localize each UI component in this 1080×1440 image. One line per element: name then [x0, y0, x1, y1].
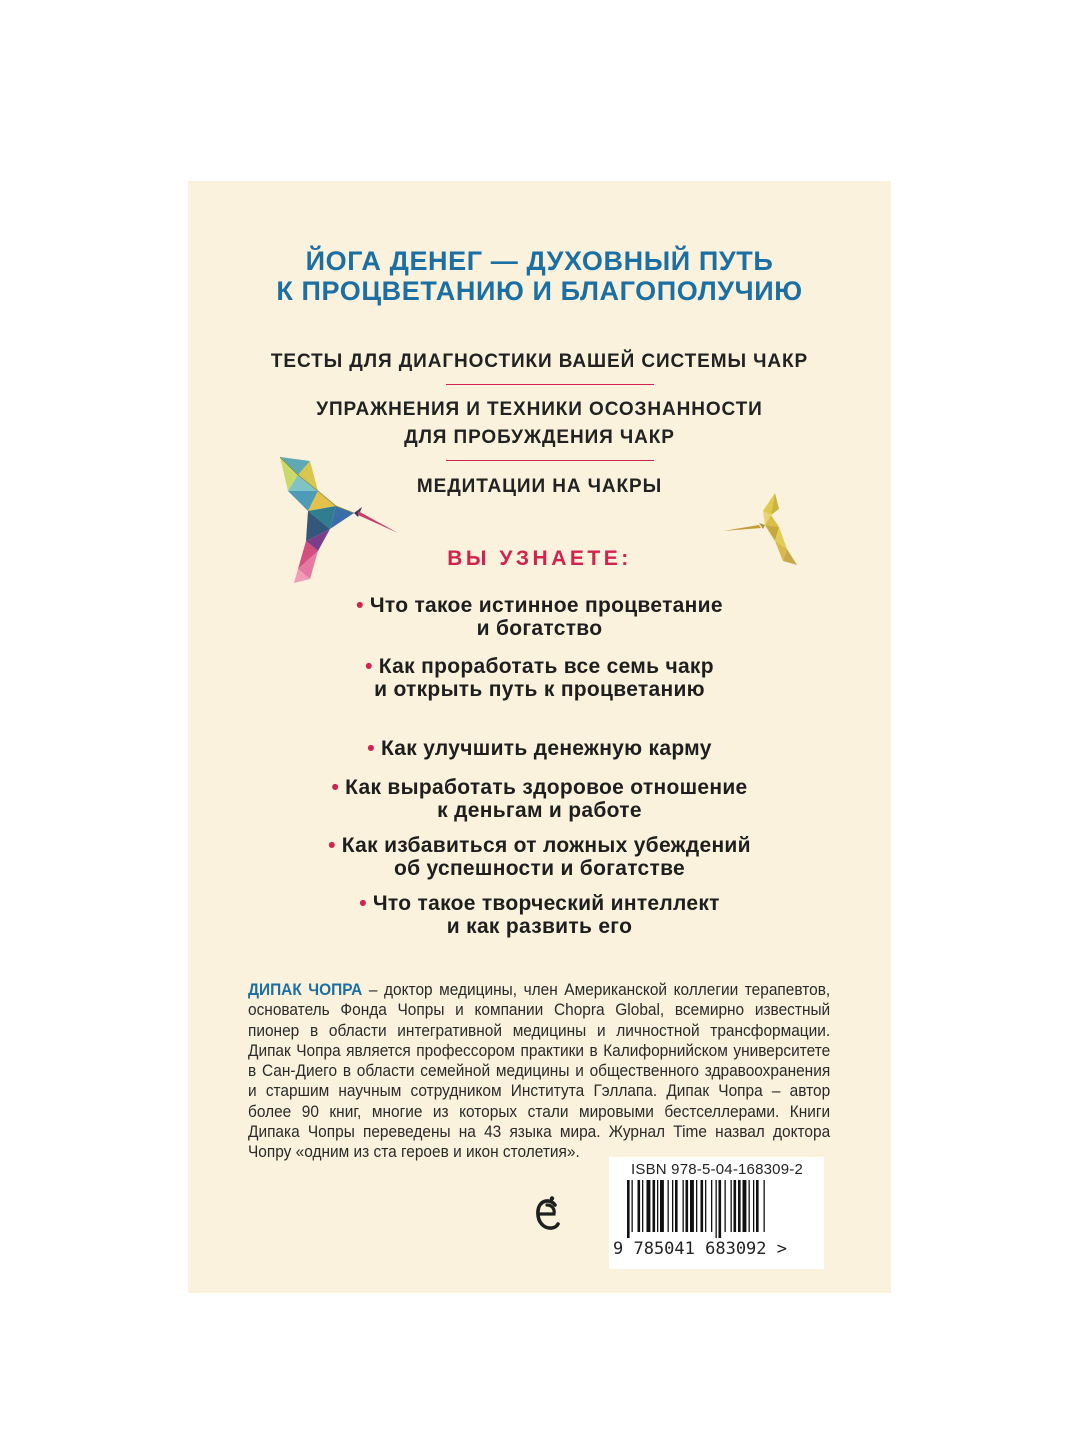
- barcode-icon: [627, 1180, 807, 1238]
- learn-item-2: [188, 655, 891, 678]
- learn-item-1: [188, 594, 891, 617]
- learn-item-5: [188, 834, 891, 857]
- barcode-bar: [672, 1180, 673, 1232]
- bullet-icon: •: [356, 594, 364, 617]
- feature-tests: ТЕСТЫ ДЛЯ ДИАГНОСТИКИ ВАШЕЙ СИСТЕМЫ ЧАКР: [270, 351, 809, 372]
- learn-item-4: [188, 776, 891, 799]
- barcode-bar: [638, 1180, 641, 1232]
- barcode-bar: [701, 1180, 704, 1232]
- barcode-bar: [743, 1180, 747, 1232]
- author-bio-text: – доктор медицины, член Американской коллегии терапевтов, основатель Фонда Чопры и компании Chopra Global, всемирно известный пионер в области интегративной медицины и личностной трансформации. Дипак Чопра является профессором практики в Калифорнийском университете в Сан-Диего в области семейной медицины и общественного здравоохранения и старшим научным сотрудником Института Гэллапа. Дипак Чопра – автор более 90 книг, многие из которых стали мировыми бестселлерами. Книги Дипака Чопры переведены на 43 языка мира. Журнал Time назвал доктора Чопру «одним из ста героев и икон столетия».: [248, 980, 831, 1162]
- barcode-bar: [668, 1180, 669, 1232]
- barcode-bar: [731, 1180, 732, 1232]
- barcode-bar: [653, 1180, 656, 1232]
- learn-item-5-line-2: об успешности и богатстве: [393, 857, 686, 880]
- learn-item-1-line-2: и богатство: [476, 617, 603, 640]
- learn-item-text: Как проработать все семь чакр: [378, 655, 714, 678]
- eksmo-logo-icon: [534, 1195, 560, 1235]
- barcode-bar: [719, 1180, 722, 1238]
- barcode-bar: [632, 1180, 633, 1232]
- book-title-line-1: ЙОГА ДЕНЕГ — ДУХОВНЫЙ ПУТЬ: [305, 246, 774, 276]
- barcode-bar: [647, 1180, 651, 1232]
- learn-item-text: Как выработать здоровое отношение: [345, 776, 748, 799]
- separator-line: [446, 384, 654, 385]
- learn-item-2-line-2: и открыть путь к процветанию: [374, 678, 705, 701]
- learn-item-4-line-2: к деньгам и работе: [437, 799, 642, 822]
- learn-heading: ВЫ УЗНАЕТЕ:: [447, 547, 632, 570]
- feature-exercises-line-2: ДЛЯ ПРОБУЖДЕНИЯ ЧАКР: [404, 427, 675, 448]
- bullet-icon: •: [328, 834, 336, 857]
- barcode-bar: [705, 1180, 706, 1232]
- barcode-bar: [627, 1180, 630, 1238]
- isbn-label: ISBN 978-5-04-168309-2: [631, 1161, 804, 1178]
- learn-item-6-line-2: и как развить его: [446, 915, 633, 938]
- book-back-cover: [188, 181, 891, 1293]
- barcode-bar: [711, 1180, 712, 1232]
- barcode-bar: [738, 1180, 741, 1232]
- barcode-bar: [696, 1180, 697, 1232]
- book-title-line-2: К ПРОЦВЕТАНИЮ И БЛАГОПОЛУЧИЮ: [276, 276, 803, 306]
- barcode-bar: [675, 1180, 678, 1232]
- author-name: ДИПАК ЧОПРА: [248, 980, 363, 999]
- feature-meditations: МЕДИТАЦИИ НА ЧАКРЫ: [416, 476, 663, 497]
- barcode-bar: [764, 1180, 765, 1232]
- barcode-panel: [609, 1157, 824, 1269]
- barcode-bar: [686, 1180, 689, 1232]
- barcode-bar: [716, 1180, 717, 1238]
- barcode-bar: [683, 1180, 684, 1232]
- barcode-bar: [734, 1180, 737, 1232]
- barcode-bar: [660, 1180, 664, 1232]
- bullet-icon: •: [367, 737, 375, 760]
- learn-item-3: [188, 737, 891, 760]
- barcode-bar: [756, 1180, 759, 1232]
- barcode-bar: [642, 1180, 643, 1232]
- barcode-digits: 9 785041 683092 >: [613, 1239, 787, 1259]
- bullet-icon: •: [359, 892, 367, 915]
- barcode-bar: [657, 1180, 658, 1232]
- bullet-icon: •: [365, 655, 373, 678]
- feature-exercises-line-1: УПРАЖНЕНИЯ И ТЕХНИКИ ОСОЗНАННОСТИ: [316, 399, 763, 420]
- barcode-bar: [749, 1180, 750, 1232]
- learn-item-text: Что такое истинное процветание: [369, 594, 723, 617]
- learn-item-text: Как избавиться от ложных убеждений: [341, 834, 751, 857]
- learn-item-text: Как улучшить денежную карму: [380, 737, 712, 760]
- barcode-bar: [725, 1180, 726, 1232]
- barcode-bar: [753, 1180, 754, 1232]
- learn-item-text: Что такое творческий интеллект: [372, 892, 720, 915]
- learn-item-6: [188, 892, 891, 915]
- bullet-icon: •: [331, 776, 340, 799]
- separator-line: [446, 460, 654, 461]
- author-bio: [248, 980, 830, 1163]
- barcode-bar: [690, 1180, 694, 1232]
